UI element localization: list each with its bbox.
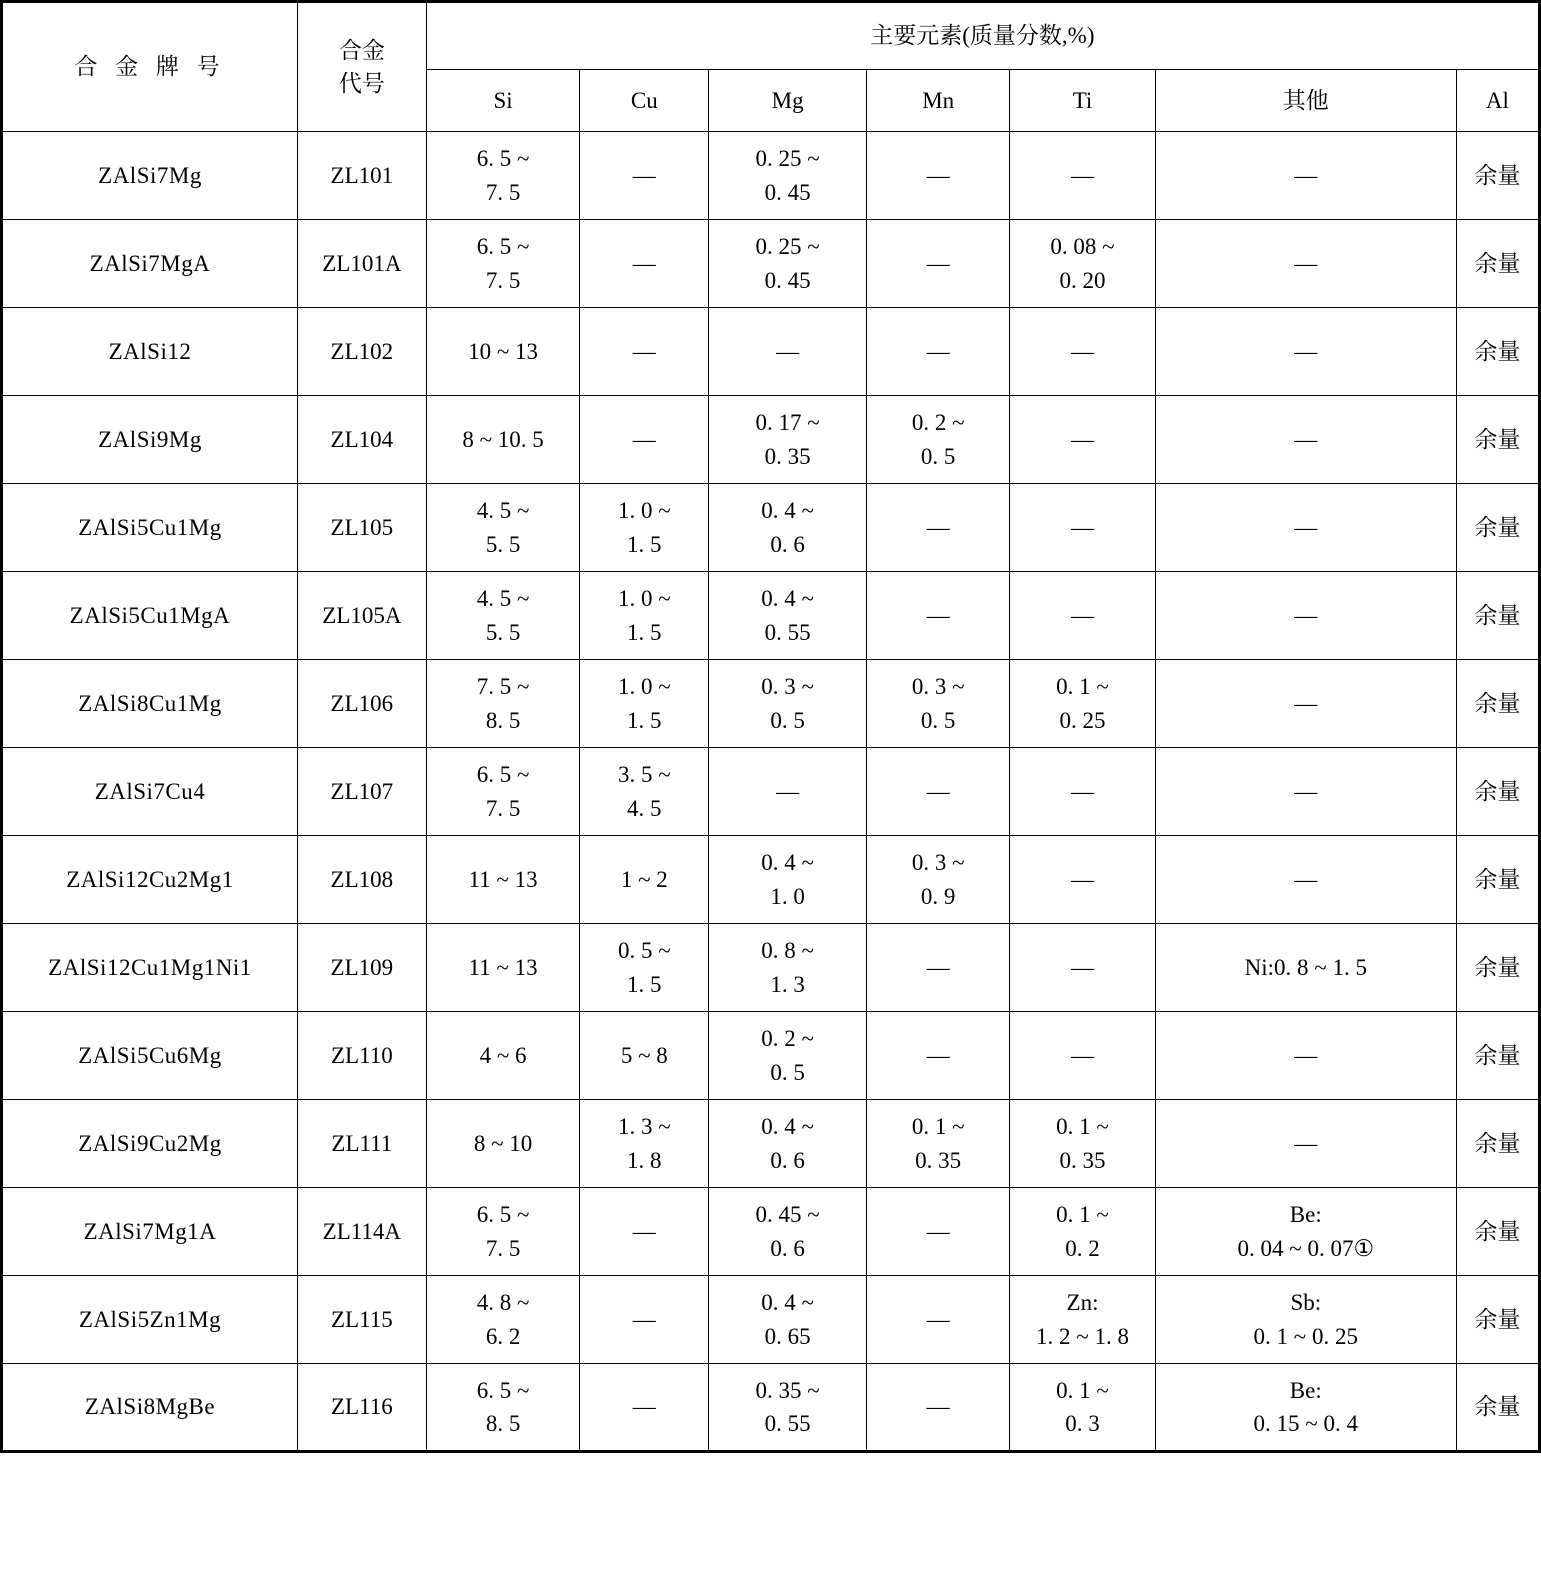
cell-al: 余量 xyxy=(1456,748,1539,836)
header-col-other: 其他 xyxy=(1155,70,1456,132)
cell-alloy-code: ZL108 xyxy=(297,836,426,924)
cell-alloy-code: ZL115 xyxy=(297,1276,426,1364)
cell-al: 余量 xyxy=(1456,1364,1539,1452)
cell-cu-line: — xyxy=(632,1394,656,1420)
cell-si xyxy=(426,1364,580,1452)
cell-ti xyxy=(1010,748,1155,836)
cell-other-line: — xyxy=(1294,690,1318,716)
cell-ti xyxy=(1010,1188,1155,1276)
cell-mg-line: 0. 45 ~ xyxy=(755,1202,820,1228)
cell-alloy-name: ZAlSi12Cu2Mg1 xyxy=(2,836,298,924)
cell-mg xyxy=(709,1276,867,1364)
cell-si-line: 11 ~ 13 xyxy=(468,954,538,980)
table-row xyxy=(2,1012,1540,1100)
cell-si xyxy=(426,572,580,660)
cell-cu-line: 0. 5 ~ xyxy=(617,938,671,964)
cell-ti-line: — xyxy=(1071,338,1095,364)
cell-si-line: 5. 5 xyxy=(485,619,521,645)
cell-ti-line: 0. 2 xyxy=(1065,1235,1100,1261)
cell-ti xyxy=(1010,1364,1155,1452)
cell-cu-line: 4. 5 xyxy=(627,795,662,821)
cell-mg-line: 0. 4 ~ xyxy=(761,498,814,524)
cell-si-line: 4 ~ 6 xyxy=(479,1042,527,1068)
cell-alloy-name: ZAlSi12Cu1Mg1Ni1 xyxy=(2,924,298,1012)
cell-mg-line: 0. 2 ~ xyxy=(761,1026,814,1052)
cell-al: 余量 xyxy=(1456,396,1539,484)
cell-alloy-name: ZAlSi12 xyxy=(2,308,298,396)
table-row xyxy=(2,1188,1540,1276)
cell-si-line: 8. 5 xyxy=(485,1411,521,1436)
cell-alloy-code: ZL116 xyxy=(297,1364,426,1452)
cell-alloy-name: ZAlSi7Mg xyxy=(2,132,298,220)
cell-mn xyxy=(867,396,1010,484)
cell-mg-line: 0. 55 xyxy=(764,619,811,645)
header-col-mg: Mg xyxy=(709,70,867,132)
cell-mg xyxy=(709,308,867,396)
cell-mn-line: — xyxy=(926,338,950,364)
cell-other xyxy=(1155,572,1456,660)
cell-other-line: — xyxy=(1294,338,1318,364)
table-body xyxy=(2,132,1540,1452)
cell-alloy-code: ZL101 xyxy=(297,132,426,220)
cell-other-line: Ni:0. 8 ~ 1. 5 xyxy=(1244,954,1367,980)
cell-mg-line: 0. 35 xyxy=(764,443,811,469)
cell-al: 余量 xyxy=(1456,660,1539,748)
cell-cu xyxy=(580,220,709,308)
cell-si-line: 11 ~ 13 xyxy=(468,866,538,892)
table-row xyxy=(2,660,1540,748)
cell-si xyxy=(426,924,580,1012)
cell-cu xyxy=(580,1364,709,1452)
cell-cu-line: 1. 8 xyxy=(627,1147,662,1173)
cell-cu-line: 1. 0 ~ xyxy=(617,498,671,524)
cell-other xyxy=(1155,220,1456,308)
cell-mn-line: — xyxy=(926,1306,950,1332)
cell-cu-line: — xyxy=(632,250,656,276)
cell-mn xyxy=(867,748,1010,836)
cell-mg-line: 0. 55 xyxy=(764,1411,811,1436)
cell-alloy-name: ZAlSi8Cu1Mg xyxy=(2,660,298,748)
cell-mn-line: — xyxy=(926,1042,950,1068)
cell-ti-line: 0. 35 xyxy=(1059,1147,1106,1173)
cell-other xyxy=(1155,660,1456,748)
cell-cu-line: 1. 5 xyxy=(627,531,662,557)
cell-other xyxy=(1155,1100,1456,1188)
cell-ti xyxy=(1010,308,1155,396)
cell-cu-line: 5 ~ 8 xyxy=(620,1042,668,1068)
cell-alloy-code: ZL106 xyxy=(297,660,426,748)
cell-mn-line: 0. 3 ~ xyxy=(911,850,965,876)
cell-mg xyxy=(709,748,867,836)
cell-mn-line: — xyxy=(926,1394,950,1420)
table-row xyxy=(2,924,1540,1012)
cell-mg xyxy=(709,1188,867,1276)
cell-mg-line: 0. 17 ~ xyxy=(755,410,820,436)
cell-si-line: 10 ~ 13 xyxy=(468,338,539,364)
cell-mg xyxy=(709,1012,867,1100)
cell-mg-line: 0. 65 xyxy=(764,1323,811,1349)
cell-al: 余量 xyxy=(1456,484,1539,572)
cell-mg xyxy=(709,1364,867,1452)
cell-cu-line: — xyxy=(632,338,656,364)
cell-ti-line: 0. 20 xyxy=(1059,267,1106,293)
cell-alloy-name: ZAlSi7Cu4 xyxy=(2,748,298,836)
cell-mn-line: 0. 1 ~ xyxy=(911,1114,965,1140)
cell-other xyxy=(1155,484,1456,572)
cell-ti xyxy=(1010,924,1155,1012)
cell-cu xyxy=(580,572,709,660)
cell-ti-line: — xyxy=(1071,162,1095,188)
cell-ti-line: 0. 1 ~ xyxy=(1056,1202,1109,1228)
cell-mg-line: — xyxy=(776,338,800,364)
cell-cu xyxy=(580,836,709,924)
cell-ti xyxy=(1010,220,1155,308)
cell-mg-line: 0. 4 ~ xyxy=(761,1290,814,1316)
cell-si-line: 7. 5 xyxy=(485,179,521,205)
cell-si-line: 5. 5 xyxy=(485,531,521,557)
cell-mn xyxy=(867,1012,1010,1100)
cell-cu-line: — xyxy=(632,1218,656,1244)
cell-mg xyxy=(709,572,867,660)
cell-mn xyxy=(867,220,1010,308)
cell-other xyxy=(1155,1012,1456,1100)
cell-mg-line: 1. 0 xyxy=(770,883,805,909)
cell-other xyxy=(1155,1188,1456,1276)
cell-ti-line: Zn: xyxy=(1066,1290,1099,1316)
cell-cu xyxy=(580,484,709,572)
cell-mg-line: — xyxy=(776,778,800,804)
cell-alloy-name: ZAlSi9Cu2Mg xyxy=(2,1100,298,1188)
header-col-cu: Cu xyxy=(580,70,709,132)
cell-mn-line: 0. 2 ~ xyxy=(911,410,965,436)
table-head xyxy=(2,2,1540,132)
cell-mn-line: — xyxy=(926,250,950,276)
cell-other xyxy=(1155,924,1456,1012)
cell-mn-line: — xyxy=(926,954,950,980)
cell-ti xyxy=(1010,484,1155,572)
header-alloy-code-line1: 合金 xyxy=(338,37,385,63)
table-row xyxy=(2,1276,1540,1364)
cell-cu-line: 1. 5 xyxy=(627,707,662,733)
cell-alloy-name: ZAlSi5Cu6Mg xyxy=(2,1012,298,1100)
cell-ti-line: — xyxy=(1071,866,1095,892)
cell-mg-line: 0. 35 ~ xyxy=(755,1377,820,1403)
cell-si xyxy=(426,308,580,396)
cell-mn xyxy=(867,1188,1010,1276)
cell-mn xyxy=(867,1100,1010,1188)
cell-si-line: 8 ~ 10 xyxy=(473,1130,533,1156)
cell-alloy-code: ZL110 xyxy=(297,1012,426,1100)
cell-si xyxy=(426,396,580,484)
cell-other-line: Be: xyxy=(1289,1202,1322,1228)
table-row xyxy=(2,132,1540,220)
cell-cu xyxy=(580,748,709,836)
header-col-ti: Ti xyxy=(1010,70,1155,132)
cell-al: 余量 xyxy=(1456,1276,1539,1364)
cell-cu xyxy=(580,308,709,396)
cell-mn xyxy=(867,1276,1010,1364)
table-row xyxy=(2,836,1540,924)
cell-mg-line: 0. 6 xyxy=(770,1235,805,1261)
cell-al: 余量 xyxy=(1456,572,1539,660)
cell-mn xyxy=(867,660,1010,748)
cell-cu-line: 1. 0 ~ xyxy=(617,674,671,700)
cell-cu-line: 1. 3 ~ xyxy=(617,1114,671,1140)
cell-mg xyxy=(709,660,867,748)
cell-other-line: 0. 1 ~ 0. 25 xyxy=(1253,1323,1358,1349)
cell-si xyxy=(426,1012,580,1100)
cell-other-line: 0. 15 ~ 0. 4 xyxy=(1253,1411,1358,1436)
cell-al: 余量 xyxy=(1456,924,1539,1012)
cell-cu-line: 1 ~ 2 xyxy=(620,866,668,892)
cell-mg-line: 0. 4 ~ xyxy=(761,586,814,612)
cell-mg-line: 0. 25 ~ xyxy=(755,146,820,172)
cell-alloy-code: ZL102 xyxy=(297,308,426,396)
cell-si-line: 4. 5 ~ xyxy=(476,498,530,524)
cell-mn-line: 0. 3 ~ xyxy=(911,674,965,700)
cell-si xyxy=(426,132,580,220)
cell-ti-line: — xyxy=(1071,954,1095,980)
cell-mn xyxy=(867,484,1010,572)
cell-si xyxy=(426,748,580,836)
cell-si xyxy=(426,1188,580,1276)
cell-mg xyxy=(709,1100,867,1188)
cell-ti-line: 0. 08 ~ xyxy=(1050,234,1115,260)
cell-alloy-code: ZL109 xyxy=(297,924,426,1012)
cell-mg xyxy=(709,924,867,1012)
cell-alloy-name: ZAlSi5Cu1Mg xyxy=(2,484,298,572)
cell-alloy-code: ZL105 xyxy=(297,484,426,572)
cell-cu xyxy=(580,396,709,484)
cell-si-line: 7. 5 xyxy=(485,795,521,821)
cell-cu xyxy=(580,1100,709,1188)
cell-cu-line: — xyxy=(632,426,656,452)
cell-mn-line: — xyxy=(926,1218,950,1244)
cell-ti xyxy=(1010,1276,1155,1364)
header-row-top xyxy=(2,2,1540,70)
header-col-si: Si xyxy=(426,70,580,132)
header-col-mn: Mn xyxy=(867,70,1010,132)
cell-other xyxy=(1155,132,1456,220)
cell-mg-line: 0. 4 ~ xyxy=(761,850,814,876)
cell-other-line: — xyxy=(1294,1130,1318,1156)
cell-ti xyxy=(1010,660,1155,748)
cell-other xyxy=(1155,748,1456,836)
cell-other-line: Be: xyxy=(1289,1377,1322,1403)
cell-cu-line: 1. 0 ~ xyxy=(617,586,671,612)
cell-other-line: — xyxy=(1294,514,1318,540)
cell-mn xyxy=(867,572,1010,660)
table-row xyxy=(2,572,1540,660)
cell-mn xyxy=(867,132,1010,220)
header-alloy-code-line2: 代号 xyxy=(338,71,385,96)
cell-si xyxy=(426,836,580,924)
cell-si-line: 6. 5 ~ xyxy=(476,1377,530,1403)
cell-mn-line: 0. 35 xyxy=(915,1147,962,1173)
cell-alloy-name: ZAlSi5Zn1Mg xyxy=(2,1276,298,1364)
cell-si-line: 6. 5 ~ xyxy=(476,234,530,260)
cell-mn xyxy=(867,924,1010,1012)
table-row xyxy=(2,1364,1540,1452)
cell-si-line: 7. 5 ~ xyxy=(476,674,530,700)
cell-mg-line: 0. 5 xyxy=(770,707,805,733)
cell-cu-line: — xyxy=(632,1306,656,1332)
cell-mg xyxy=(709,396,867,484)
cell-mg-line: 0. 45 xyxy=(764,267,811,293)
cell-si xyxy=(426,1100,580,1188)
cell-cu xyxy=(580,132,709,220)
cell-ti-line: — xyxy=(1071,778,1095,804)
cell-mg xyxy=(709,132,867,220)
cell-mn-line: 0. 5 xyxy=(920,443,956,469)
cell-mg xyxy=(709,836,867,924)
header-main-elements: 主要元素(质量分数,%) xyxy=(426,2,1539,70)
cell-cu-line: — xyxy=(632,162,656,188)
cell-si-line: 7. 5 xyxy=(485,1235,521,1261)
header-alloy-code xyxy=(297,2,426,132)
cell-alloy-code: ZL107 xyxy=(297,748,426,836)
cell-other-line: — xyxy=(1294,602,1318,628)
cell-cu xyxy=(580,660,709,748)
cell-other-line: — xyxy=(1294,1042,1318,1068)
cell-ti-line: 1. 2 ~ 1. 8 xyxy=(1036,1323,1129,1349)
table-row xyxy=(2,308,1540,396)
cell-si xyxy=(426,1276,580,1364)
cell-ti xyxy=(1010,396,1155,484)
cell-other-line: — xyxy=(1294,250,1318,276)
cell-mg-line: 0. 5 xyxy=(770,1059,805,1085)
cell-si-line: 6. 5 ~ xyxy=(476,762,530,788)
cell-ti-line: — xyxy=(1071,1042,1095,1068)
cell-si-line: 6. 5 ~ xyxy=(476,1202,530,1228)
cell-ti-line: 0. 1 ~ xyxy=(1056,1377,1109,1403)
table-row xyxy=(2,396,1540,484)
cell-mg-line: 0. 45 xyxy=(764,179,811,205)
cell-al: 余量 xyxy=(1456,1100,1539,1188)
cell-si-line: 6. 5 ~ xyxy=(476,146,530,172)
cell-alloy-name: ZAlSi5Cu1MgA xyxy=(2,572,298,660)
cell-mg-line: 0. 3 ~ xyxy=(761,674,814,700)
cell-cu-line: 1. 5 xyxy=(627,971,662,997)
cell-ti xyxy=(1010,572,1155,660)
cell-si-line: 4. 8 ~ xyxy=(476,1290,530,1316)
cell-ti-line: 0. 1 ~ xyxy=(1056,674,1109,700)
cell-cu-line: 1. 5 xyxy=(627,619,662,645)
cell-alloy-code: ZL101A xyxy=(297,220,426,308)
cell-mg xyxy=(709,220,867,308)
cell-ti-line: — xyxy=(1071,426,1095,452)
cell-ti xyxy=(1010,132,1155,220)
cell-ti-line: — xyxy=(1071,602,1095,628)
cell-other-line: — xyxy=(1294,162,1318,188)
cell-mg-line: 0. 6 xyxy=(770,1147,805,1173)
cell-si xyxy=(426,220,580,308)
cell-ti-line: 0. 3 xyxy=(1065,1411,1100,1436)
cell-al: 余量 xyxy=(1456,220,1539,308)
cell-other xyxy=(1155,396,1456,484)
cell-ti xyxy=(1010,1012,1155,1100)
cell-mg-line: 0. 8 ~ xyxy=(761,938,814,964)
cell-mn-line: — xyxy=(926,778,950,804)
cell-mg-line: 1. 3 xyxy=(770,971,805,997)
cell-al: 余量 xyxy=(1456,1188,1539,1276)
table-row xyxy=(2,220,1540,308)
cell-ti-line: — xyxy=(1071,514,1095,540)
cell-mn-line: — xyxy=(926,514,950,540)
cell-ti xyxy=(1010,1100,1155,1188)
cell-al: 余量 xyxy=(1456,836,1539,924)
cell-alloy-code: ZL111 xyxy=(297,1100,426,1188)
cell-other xyxy=(1155,836,1456,924)
cell-other xyxy=(1155,308,1456,396)
cell-al: 余量 xyxy=(1456,1012,1539,1100)
cell-si-line: 6. 2 xyxy=(485,1323,521,1349)
cell-mg-line: 0. 4 ~ xyxy=(761,1114,814,1140)
cell-alloy-code: ZL104 xyxy=(297,396,426,484)
cell-mn xyxy=(867,308,1010,396)
cell-mn-line: 0. 5 xyxy=(920,707,956,733)
cell-alloy-name: ZAlSi7MgA xyxy=(2,220,298,308)
cell-si-line: 7. 5 xyxy=(485,267,521,293)
cell-mn-line: — xyxy=(926,602,950,628)
cell-si-line: 8 ~ 10. 5 xyxy=(462,426,544,452)
cell-cu xyxy=(580,1188,709,1276)
cell-alloy-code: ZL105A xyxy=(297,572,426,660)
cell-mn-line: — xyxy=(926,162,950,188)
cell-other-line: — xyxy=(1294,426,1318,452)
table-row xyxy=(2,748,1540,836)
cell-mg-line: 0. 25 ~ xyxy=(755,234,820,260)
cell-other xyxy=(1155,1276,1456,1364)
cell-mg xyxy=(709,484,867,572)
cell-other-line: 0. 04 ~ 0. 07① xyxy=(1237,1235,1375,1261)
table-row xyxy=(2,1100,1540,1188)
cell-mg-line: 0. 6 xyxy=(770,531,805,557)
cell-ti-line: 0. 25 xyxy=(1059,707,1106,733)
header-col-al: Al xyxy=(1456,70,1539,132)
cell-ti xyxy=(1010,836,1155,924)
cell-other-line: — xyxy=(1294,778,1318,804)
cell-al: 余量 xyxy=(1456,132,1539,220)
cell-cu xyxy=(580,924,709,1012)
cell-other-line: — xyxy=(1294,866,1318,892)
header-alloy-name: 合 金 牌 号 xyxy=(2,2,298,132)
cell-si-line: 8. 5 xyxy=(485,707,521,733)
cell-cu xyxy=(580,1276,709,1364)
cell-alloy-code: ZL114A xyxy=(297,1188,426,1276)
table-row xyxy=(2,484,1540,572)
cell-si xyxy=(426,484,580,572)
cell-si-line: 4. 5 ~ xyxy=(476,586,530,612)
cell-mn xyxy=(867,836,1010,924)
cell-mn xyxy=(867,1364,1010,1452)
cell-alloy-name: ZAlSi9Mg xyxy=(2,396,298,484)
cell-ti-line: 0. 1 ~ xyxy=(1056,1114,1109,1140)
cell-alloy-name: ZAlSi8MgBe xyxy=(2,1364,298,1452)
cell-cu-line: 3. 5 ~ xyxy=(617,762,671,788)
cell-mn-line: 0. 9 xyxy=(920,883,956,909)
cell-other xyxy=(1155,1364,1456,1452)
cell-si xyxy=(426,660,580,748)
cell-al: 余量 xyxy=(1456,308,1539,396)
cell-alloy-name: ZAlSi7Mg1A xyxy=(2,1188,298,1276)
cell-cu xyxy=(580,1012,709,1100)
cell-other-line: Sb: xyxy=(1290,1290,1322,1316)
